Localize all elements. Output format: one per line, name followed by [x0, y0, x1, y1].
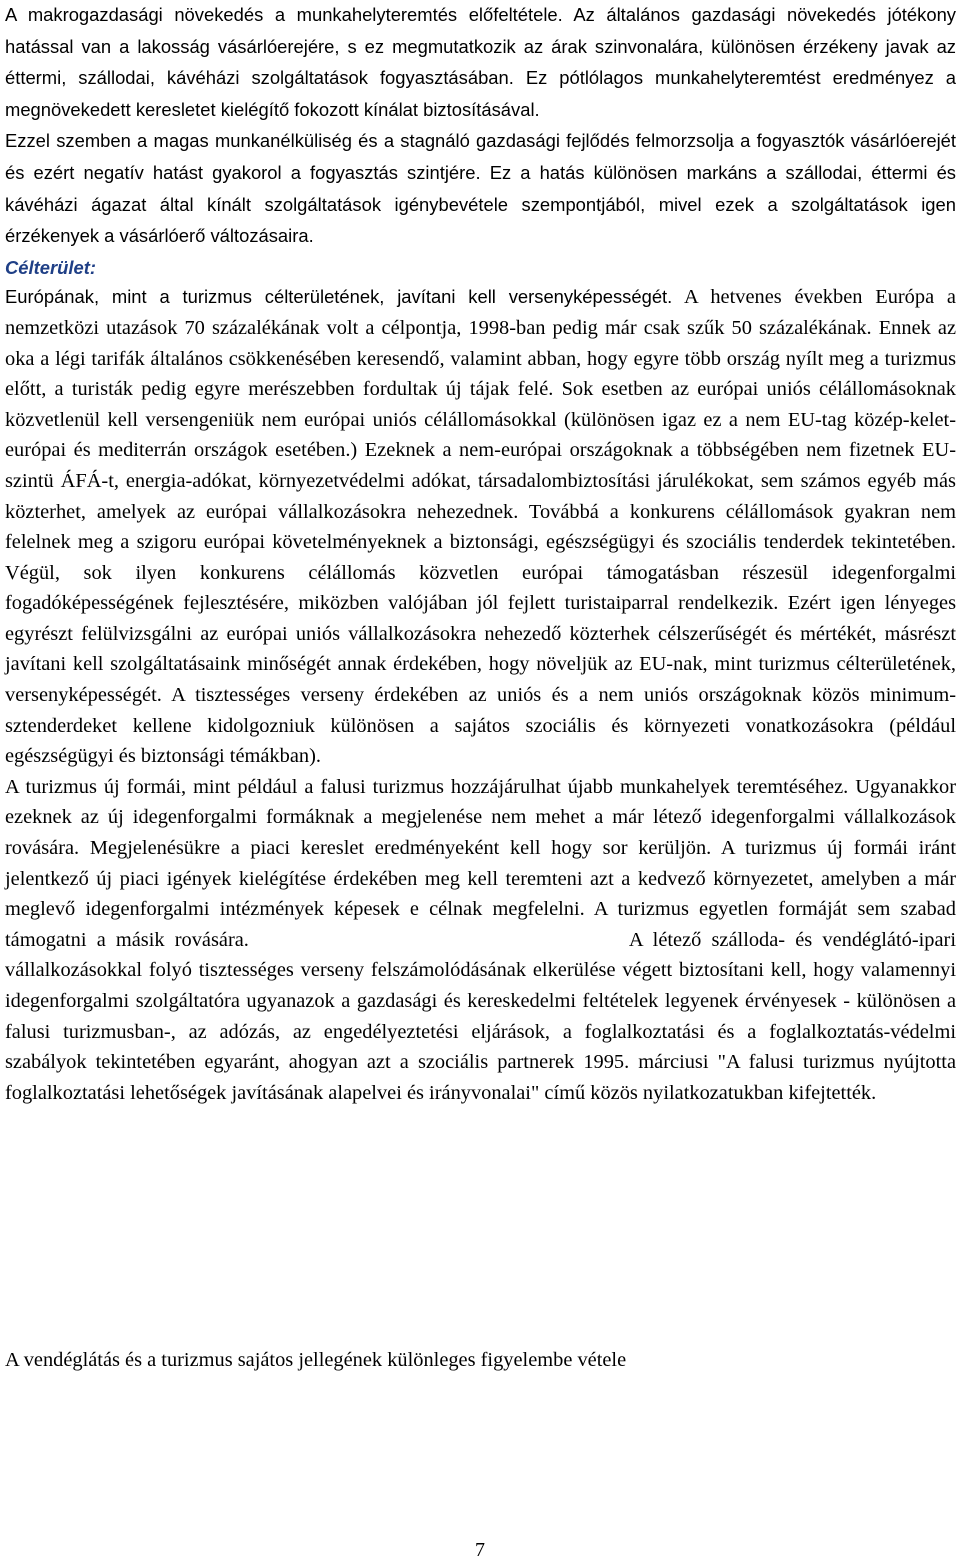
paragraph-text: A turizmus új formái, mint például a falusi turizmus hozzájárulhat újabb munkahelyek teremtéséhez. [5, 775, 849, 798]
page-number: 7 [475, 1539, 485, 1561]
paragraph-text: Végül, sok ilyen konkurens célállomás közvetlen európai támogatásban részesül idegenforgalmi fogadóképességének fejlesztésére, miközben valójában jól fejlett turistaiparral rendelkezik. [5, 561, 956, 615]
paragraph-text: Sok esetben az európai uniós célállomásoknak közvetlenül kell versengeniük nem európai uniós célállomásokkal (különösen igaz ez a nem EU-tag közép-kelet-európai és mediterrán országok esetében.) [5, 378, 956, 462]
paragraph-unemployment [5, 126, 956, 252]
paragraph-text: A létező szálloda- és vendéglátó-ipari vállalkozásokkal folyó tisztességes verseny felszámolódásának elkerülése végett biztosítani kell, hogy valamennyi idegenforgalmi szolgáltatóra ugyanazok a gazdasági és kereskedelmi feltételek legyenek érvényesek - különösen a falusi turizmusban-, az adózás, az engedélyeztetési eljárások, a foglalkoztatási és a foglalkoztatás-védelmi szabályok tekintetében egyaránt, ahogyan azt a szociális partnerek 1995. márciusi "A falusi turizmus nyújtotta foglalkoztatási lehetőségek javításának alapelvei és irányvonalai" című közös nyilatkozatukban kifejtették. [5, 928, 957, 1104]
paragraph-growth [5, 0, 956, 126]
paragraph-text: Ennek az oka a légi tarifák általános csökkenésében keresendő, valamint abban, hogy egyre több ország nyílt meg a turizmus előtt, a turisták pedig egyre merészebben fordultak új tájak felé. [5, 316, 957, 401]
paragraph-text: Ugyanakkor ezeknek az új idegenforgalmi formáknak a megjelenése nem mehet a már létező idegenforgalmi vállalkozások rovására. [5, 775, 957, 860]
paragraph-text: Megjelenésükre a piaci kereslet eredményeként kell hogy sor kerüljön. [79, 837, 712, 860]
paragraph-text: A tisztességes verseny érdekében az uniós és a nem uniós országoknak közös minimum-sztenderdeket kellene kidolgozniuk különösen a sajátos szociális és környezeti vonatkozásokra (például egészségügyi és biztonsági témákban). [5, 684, 956, 768]
paragraph-text: A makrogazdasági növekedés a munkahelyteremtés előfeltétele. [5, 4, 563, 25]
paragraph-text: Ezeknek a nem-európai országoknak a többségében nem fizetnek EU-szintü ÁFÁ-t, energia-adókat, környezetvédelmi adókat, társadalombiztosítási járulékokat, sem számos egyéb más közterhet, amelyek az európai vállalkozásokra nehezednek. [5, 439, 956, 523]
paragraph-new-forms [5, 773, 956, 1110]
paragraph-text: Továbbá a konkurens célállomások gyakran nem felelnek meg a szigoru európai követelményeknek a biztonsági, egészségügyi és szociális tenderdek tekintetében. [5, 500, 956, 554]
document-page [5, 0, 956, 1109]
paragraph-text: Ez pótlólagos munkahelyteremtést eredményez a megnövekedett keresletet kielégítő fokozott kínálat biztosításával. [5, 67, 956, 120]
paragraph-text: A turizmus új formái iránt jelentkező új piaci igények kielégítése érdekében meg kell teremteni azt a kedvező környezetet, amelyben a már meglevő idegenforgalmi intézmények képesek e célnak megfelelni. [5, 837, 956, 921]
paragraph-text: A hetvenes években Európa a nemzetközi utazások 70 százalékának volt a célpontja, 1998-ban pedig már csak szűk 50 százalékának. [5, 286, 956, 339]
paragraph-text: A turizmus egyetlen formáját sem szabad támogatni a másik rovására. [5, 898, 956, 951]
section-heading: Célterület: [5, 256, 96, 278]
paragraph-text: Az általános gazdasági növekedés jótékony hatással van a lakosság vásárlóerejére, s ez megmutatkozik az árak szinvonalára, különösen érzékeny javak az éttermi, szállodai, kávéházi szolgáltatások fogyasztásában. [5, 4, 956, 89]
paragraph-text: Európának, mint a turizmus célterületének, javítani kell versenyképességét. [5, 286, 673, 308]
closing-heading: A vendéglátás és a turizmus sajátos jellegének különleges figyelembe vétele [5, 1349, 627, 1371]
paragraph-text: Ezzel szemben a magas munkanélküliség és a stagnáló gazdasági fejlődés felmorzsolja a fogyasztók vásárlóerejét és ezért negatív hatást gyakorol a fogyasztás szintjére. [5, 130, 956, 183]
paragraph-competitiveness [5, 282, 956, 773]
paragraph-text: Ezért igen lényeges egyrészt felülvizsgálni az európai uniós vállalkozásokra nehezedő közterhek célszerűségét és mértékét, másrészt javítani kell szolgáltatásaink minőségét annak érdekében, hogy növeljük az EU-nak, mint turizmus célterületének, versenyképességét. [5, 592, 957, 707]
paragraph-text: Ez a hatás különösen markáns a szállodai, éttermi és kávéházi ágazat által kínált szolgáltatások igénybevétele szempontjából, mivel ezek a szolgáltatások igen érzékenyek a vásárlóerő változásaira. [5, 161, 956, 247]
